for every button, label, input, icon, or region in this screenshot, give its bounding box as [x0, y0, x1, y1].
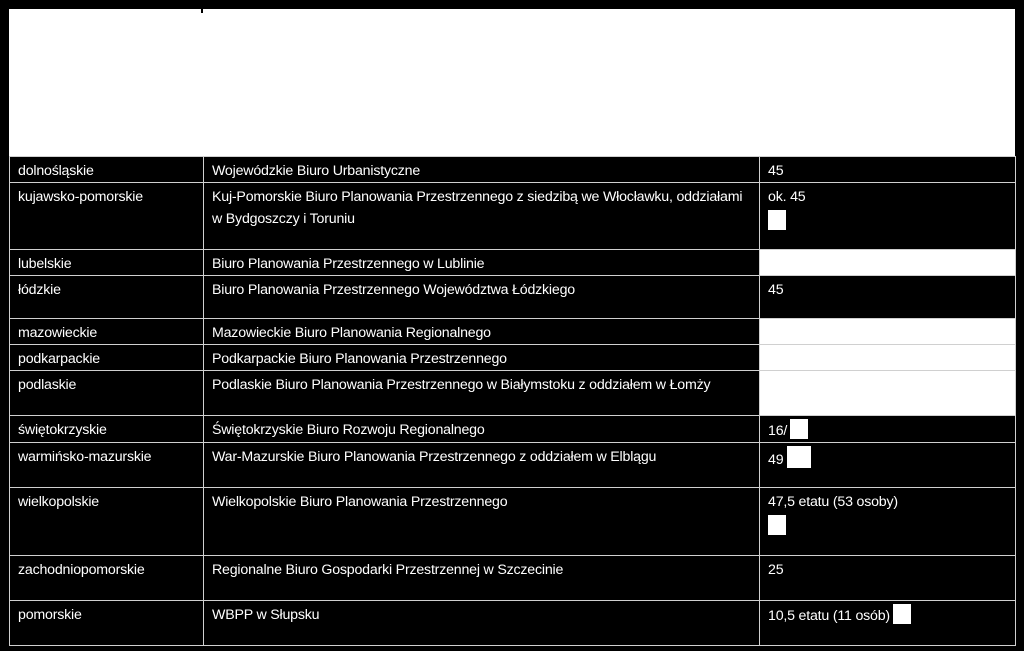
- region-cell: wielkopolskie: [10, 488, 204, 556]
- staff-value: 10,5 etatu (11 osób): [768, 608, 890, 624]
- office-cell: Wojewódzkie Biuro Urbanistyczne: [204, 157, 760, 183]
- region-cell: pomorskie: [10, 601, 204, 646]
- office-cell: WBPP w Słupsku: [204, 601, 760, 646]
- redaction-box: [768, 210, 786, 230]
- table-row: [10, 416, 1016, 443]
- staff-value: 47,5 etatu (53 osoby): [768, 494, 898, 510]
- region-cell: podlaskie: [10, 371, 204, 416]
- region-cell: dolnośląskie: [10, 157, 204, 183]
- staff-value: 49: [768, 452, 784, 468]
- table-row: [10, 556, 1016, 601]
- region-cell: świętokrzyskie: [10, 416, 204, 443]
- office-cell: Regionalne Biuro Gospodarki Przestrzennej w Szczecinie: [204, 556, 760, 601]
- staff-value: ok. 45: [768, 189, 806, 205]
- staff-cell: [760, 488, 1016, 556]
- office-cell: Świętokrzyskie Biuro Rozwoju Regionalnego: [204, 416, 760, 443]
- office-cell: War-Mazurskie Biuro Planowania Przestrzennego z oddziałem w Elblągu: [204, 443, 760, 488]
- staff-cell: [760, 183, 1016, 250]
- office-cell: Podkarpackie Biuro Planowania Przestrzennego: [204, 345, 760, 371]
- table-row: [10, 345, 1016, 371]
- table-row: [10, 488, 1016, 556]
- staff-value: 16/: [768, 423, 788, 439]
- table-row: [10, 250, 1016, 276]
- staff-cell: [760, 416, 1016, 443]
- regions-table: [9, 156, 1016, 646]
- table-row: [10, 443, 1016, 488]
- office-cell: Podlaskie Biuro Planowania Przestrzennego w Białymstoku z oddziałem w Łomży: [204, 371, 760, 416]
- region-cell: podkarpackie: [10, 345, 204, 371]
- region-cell: zachodniopomorskie: [10, 556, 204, 601]
- staff-cell: [760, 601, 1016, 646]
- redaction-box: [768, 515, 786, 535]
- staff-cell: 45: [760, 276, 1016, 319]
- table-row: [10, 319, 1016, 345]
- redaction-box: [790, 419, 808, 439]
- redaction-box: [787, 446, 811, 468]
- staff-cell: [760, 443, 1016, 488]
- office-cell: Biuro Planowania Przestrzennego Województwa Łódzkiego: [204, 276, 760, 319]
- region-cell: kujawsko-pomorskie: [10, 183, 204, 250]
- table-row: [10, 157, 1016, 183]
- table-row: [10, 601, 1016, 646]
- table-row: [10, 183, 1016, 250]
- office-cell: Biuro Planowania Przestrzennego w Lublinie: [204, 250, 760, 276]
- table-row: [10, 276, 1016, 319]
- region-cell: warmińsko-mazurskie: [10, 443, 204, 488]
- staff-cell: 45: [760, 157, 1016, 183]
- region-cell: lubelskie: [10, 250, 204, 276]
- table-row: [10, 371, 1016, 416]
- staff-cell: [760, 345, 1016, 371]
- region-cell: łódzkie: [10, 276, 204, 319]
- office-cell: Wielkopolskie Biuro Planowania Przestrzennego: [204, 488, 760, 556]
- staff-cell: [760, 371, 1016, 416]
- staff-cell: [760, 250, 1016, 276]
- region-cell: mazowieckie: [10, 319, 204, 345]
- redaction-box: [893, 604, 911, 624]
- office-cell: Kuj-Pomorskie Biuro Planowania Przestrzennego z siedzibą we Włocławku, oddziałami w Bydgoszczy i Toruniu: [204, 183, 760, 250]
- office-cell: Mazowieckie Biuro Planowania Regionalnego: [204, 319, 760, 345]
- staff-cell: [760, 319, 1016, 345]
- redacted-header: [9, 9, 1015, 156]
- staff-cell: 25: [760, 556, 1016, 601]
